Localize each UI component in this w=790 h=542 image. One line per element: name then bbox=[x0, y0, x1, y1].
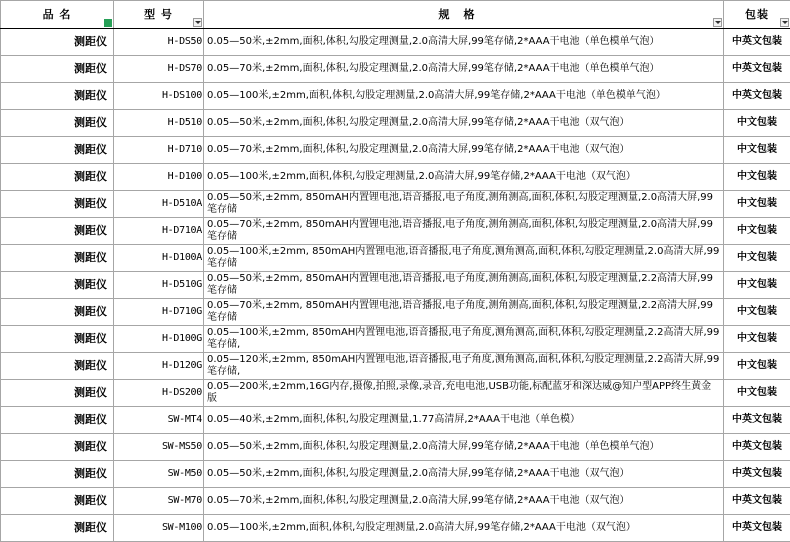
model-cell[interactable]: H-DS70 bbox=[114, 56, 204, 83]
table-row bbox=[1, 245, 790, 272]
pack-cell[interactable]: 中文包装 bbox=[724, 380, 790, 407]
model-cell[interactable]: H-D100 bbox=[114, 164, 204, 191]
pack-cell[interactable]: 中文包装 bbox=[724, 110, 790, 137]
model-cell[interactable]: H-D100G bbox=[114, 326, 204, 353]
model-cell[interactable]: H-D510 bbox=[114, 110, 204, 137]
table-row bbox=[1, 380, 790, 407]
filter-dropdown-icon[interactable] bbox=[713, 18, 722, 27]
spec-cell[interactable]: 0.05—200米,±2mm,16G内存,摄像,拍照,录像,录音,充电电池,USB功能,标配蓝牙和深达威@知户型APP终生黄金版 bbox=[204, 380, 724, 407]
header-row bbox=[1, 1, 790, 29]
model-cell[interactable]: H-D120G bbox=[114, 353, 204, 380]
name-cell[interactable]: 测距仪 bbox=[1, 515, 114, 542]
spec-cell[interactable]: 0.05—50米,±2mm, 850mAH内置锂电池,语音播报,电子角度,测角测高,面积,体积,勾股定理测量,2.2高清大屏,99笔存储 bbox=[204, 272, 724, 299]
table-row bbox=[1, 110, 790, 137]
spec-cell[interactable]: 0.05—50米,±2mm,面积,体积,勾股定理测量,2.0高清大屏,99笔存储,2*AAA干电池（双气泡） bbox=[204, 110, 724, 137]
name-cell[interactable]: 测距仪 bbox=[1, 110, 114, 137]
model-cell[interactable]: SW-M50 bbox=[114, 461, 204, 488]
model-cell[interactable]: SW-M70 bbox=[114, 488, 204, 515]
spec-cell[interactable]: 0.05—40米,±2mm,面积,体积,勾股定理测量,1.77高清屏,2*AAA干电池（单色模） bbox=[204, 407, 724, 434]
pack-cell[interactable]: 中文包装 bbox=[724, 353, 790, 380]
table-row bbox=[1, 353, 790, 380]
spec-cell[interactable]: 0.05—100米,±2mm, 850mAH内置锂电池,语音播报,电子角度,测角测高,面积,体积,勾股定理测量,2.2高清大屏,99笔存储, bbox=[204, 326, 724, 353]
header-name-label: 品 名 bbox=[43, 8, 72, 21]
spec-cell[interactable]: 0.05—70米,±2mm, 850mAH内置锂电池,语音播报,电子角度,测角测高,面积,体积,勾股定理测量,2.2高清大屏,99笔存储 bbox=[204, 299, 724, 326]
table-row bbox=[1, 83, 790, 110]
pack-cell[interactable]: 中英文包装 bbox=[724, 434, 790, 461]
spec-cell[interactable]: 0.05—100米,±2mm,面积,体积,勾股定理测量,2.0高清大屏,99笔存储,2*AAA干电池（双气泡） bbox=[204, 164, 724, 191]
spec-cell[interactable]: 0.05—50米,±2mm,面积,体积,勾股定理测量,2.0高清大屏,99笔存储,2*AAA干电池（双气泡） bbox=[204, 461, 724, 488]
model-cell[interactable]: H-DS100 bbox=[114, 83, 204, 110]
model-cell[interactable]: H-D710G bbox=[114, 299, 204, 326]
model-cell[interactable]: H-D100A bbox=[114, 245, 204, 272]
filter-dropdown-icon[interactable] bbox=[193, 18, 202, 27]
pack-cell[interactable]: 中文包装 bbox=[724, 164, 790, 191]
table-row bbox=[1, 434, 790, 461]
filter-dropdown-icon[interactable] bbox=[780, 18, 789, 27]
table-row bbox=[1, 137, 790, 164]
spec-cell[interactable]: 0.05—100米,±2mm,面积,体积,勾股定理测量,2.0高清大屏,99笔存储,2*AAA干电池（单色模单气泡） bbox=[204, 83, 724, 110]
name-cell[interactable]: 测距仪 bbox=[1, 29, 114, 56]
spec-cell[interactable]: 0.05—70米,±2mm, 850mAH内置锂电池,语音播报,电子角度,测角测高,面积,体积,勾股定理测量,2.0高清大屏,99笔存储 bbox=[204, 218, 724, 245]
header-model-label: 型 号 bbox=[144, 8, 173, 21]
header-pack-label: 包装 bbox=[745, 8, 769, 21]
pack-cell[interactable]: 中英文包装 bbox=[724, 56, 790, 83]
name-cell[interactable]: 测距仪 bbox=[1, 164, 114, 191]
name-cell[interactable]: 测距仪 bbox=[1, 218, 114, 245]
table-row bbox=[1, 29, 790, 56]
spec-cell[interactable]: 0.05—100米,±2mm, 850mAH内置锂电池,语音播报,电子角度,测角测高,面积,体积,勾股定理测量,2.0高清大屏,99笔存储 bbox=[204, 245, 724, 272]
model-cell[interactable]: H-D710A bbox=[114, 218, 204, 245]
spec-cell[interactable]: 0.05—50米,±2mm, 850mAH内置锂电池,语音播报,电子角度,测角测高,面积,体积,勾股定理测量,2.0高清大屏,99笔存储 bbox=[204, 191, 724, 218]
model-cell[interactable]: H-DS50 bbox=[114, 29, 204, 56]
table-row bbox=[1, 191, 790, 218]
header-name bbox=[1, 1, 114, 29]
header-pack bbox=[724, 1, 790, 29]
name-cell[interactable]: 测距仪 bbox=[1, 245, 114, 272]
pack-cell[interactable]: 中文包装 bbox=[724, 272, 790, 299]
table-row bbox=[1, 515, 790, 542]
table-row bbox=[1, 299, 790, 326]
name-cell[interactable]: 测距仪 bbox=[1, 272, 114, 299]
model-cell[interactable]: SW-MT4 bbox=[114, 407, 204, 434]
table-row bbox=[1, 218, 790, 245]
pack-cell[interactable]: 中英文包装 bbox=[724, 461, 790, 488]
table-row bbox=[1, 56, 790, 83]
table-row bbox=[1, 488, 790, 515]
pack-cell[interactable]: 中英文包装 bbox=[724, 488, 790, 515]
name-cell[interactable]: 测距仪 bbox=[1, 353, 114, 380]
header-spec bbox=[204, 1, 724, 29]
model-cell[interactable]: H-D510G bbox=[114, 272, 204, 299]
spec-cell[interactable]: 0.05—120米,±2mm, 850mAH内置锂电池,语音播报,电子角度,测角测高,面积,体积,勾股定理测量,2.2高清大屏,99笔存储, bbox=[204, 353, 724, 380]
pack-cell[interactable]: 中文包装 bbox=[724, 245, 790, 272]
pack-cell[interactable]: 中英文包装 bbox=[724, 515, 790, 542]
model-cell[interactable]: H-D710 bbox=[114, 137, 204, 164]
name-cell[interactable]: 测距仪 bbox=[1, 380, 114, 407]
pack-cell[interactable]: 中文包装 bbox=[724, 191, 790, 218]
model-cell[interactable]: SW-MS50 bbox=[114, 434, 204, 461]
name-cell[interactable]: 测距仪 bbox=[1, 299, 114, 326]
name-cell[interactable]: 测距仪 bbox=[1, 191, 114, 218]
name-cell[interactable]: 测距仪 bbox=[1, 488, 114, 515]
header-spec-label: 规格 bbox=[439, 8, 489, 21]
spec-cell[interactable]: 0.05—100米,±2mm,面积,体积,勾股定理测量,2.0高清大屏,99笔存储,2*AAA干电池（双气泡） bbox=[204, 515, 724, 542]
name-cell[interactable]: 测距仪 bbox=[1, 407, 114, 434]
table-row bbox=[1, 407, 790, 434]
pack-cell[interactable]: 中文包装 bbox=[724, 137, 790, 164]
pack-cell[interactable]: 中文包装 bbox=[724, 326, 790, 353]
pack-cell[interactable]: 中文包装 bbox=[724, 218, 790, 245]
name-cell[interactable]: 测距仪 bbox=[1, 137, 114, 164]
pack-cell[interactable]: 中英文包装 bbox=[724, 83, 790, 110]
model-cell[interactable]: H-D510A bbox=[114, 191, 204, 218]
model-cell[interactable]: H-DS200 bbox=[114, 380, 204, 407]
pack-cell[interactable]: 中英文包装 bbox=[724, 407, 790, 434]
name-cell[interactable]: 测距仪 bbox=[1, 326, 114, 353]
name-cell[interactable]: 测距仪 bbox=[1, 56, 114, 83]
table-row bbox=[1, 272, 790, 299]
spec-cell[interactable]: 0.05—70米,±2mm,面积,体积,勾股定理测量,2.0高清大屏,99笔存储,2*AAA干电池（双气泡） bbox=[204, 488, 724, 515]
name-cell[interactable]: 测距仪 bbox=[1, 83, 114, 110]
name-cell[interactable]: 测距仪 bbox=[1, 461, 114, 488]
spec-cell[interactable]: 0.05—50米,±2mm,面积,体积,勾股定理测量,2.0高清大屏,99笔存储,2*AAA干电池（单色模单气泡） bbox=[204, 434, 724, 461]
header-model bbox=[114, 1, 204, 29]
spec-cell[interactable]: 0.05—70米,±2mm,面积,体积,勾股定理测量,2.0高清大屏,99笔存储,2*AAA干电池（双气泡） bbox=[204, 137, 724, 164]
spec-cell[interactable]: 0.05—50米,±2mm,面积,体积,勾股定理测量,2.0高清大屏,99笔存储,2*AAA干电池（单色模单气泡） bbox=[204, 29, 724, 56]
table-row bbox=[1, 461, 790, 488]
table-row bbox=[1, 164, 790, 191]
spec-cell[interactable]: 0.05—70米,±2mm,面积,体积,勾股定理测量,2.0高清大屏,99笔存储,2*AAA干电池（单色模单气泡） bbox=[204, 56, 724, 83]
filter-active-icon[interactable] bbox=[104, 19, 112, 27]
table-row bbox=[1, 326, 790, 353]
model-cell[interactable]: SW-M100 bbox=[114, 515, 204, 542]
pack-cell[interactable]: 中文包装 bbox=[724, 299, 790, 326]
name-cell[interactable]: 测距仪 bbox=[1, 434, 114, 461]
pack-cell[interactable]: 中英文包装 bbox=[724, 29, 790, 56]
